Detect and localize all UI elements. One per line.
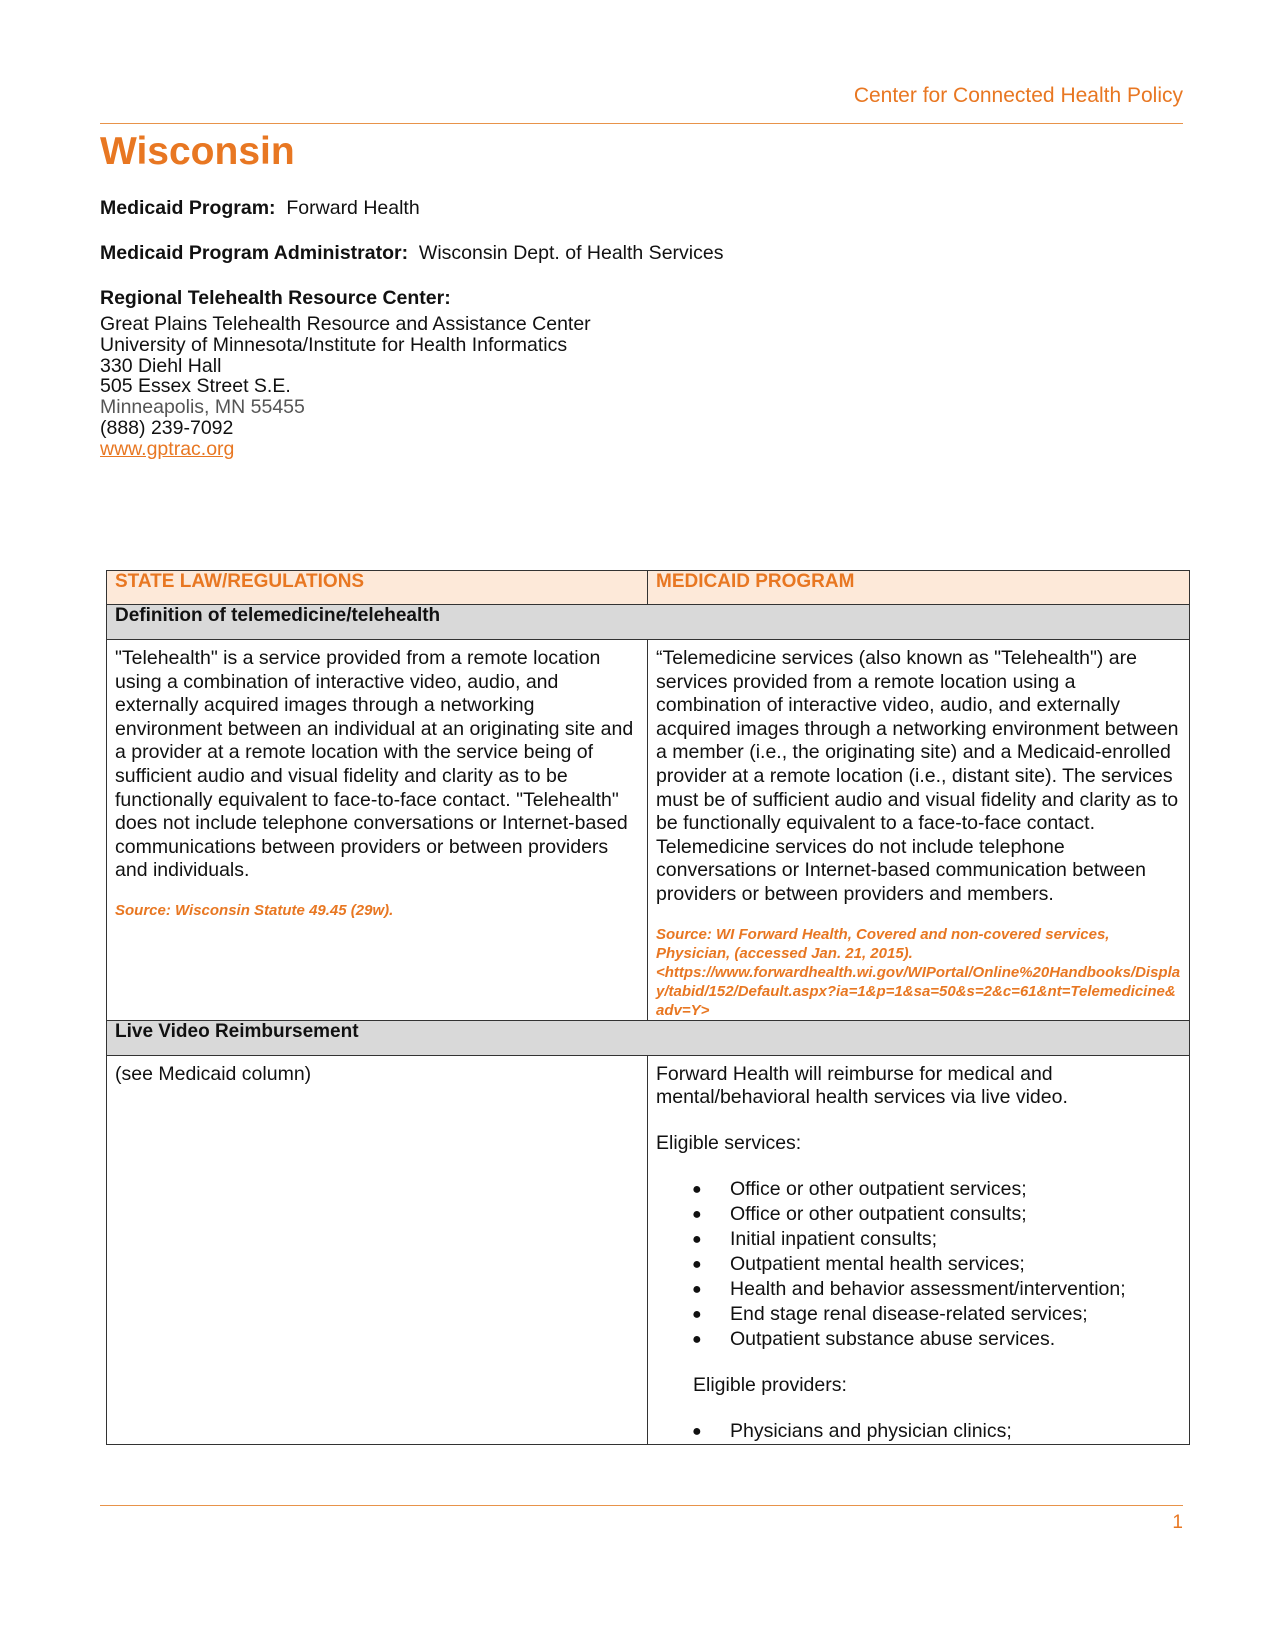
rtrc-website-link[interactable]: www.gptrac.org [100, 437, 235, 460]
rtrc-institution: University of Minnesota/Institute for Health Informatics [100, 333, 568, 356]
footer-divider [100, 1505, 1183, 1506]
bullet-icon: ● [692, 1230, 702, 1248]
bullet-icon: ● [692, 1305, 702, 1323]
list-item: ● Health and behavior assessment/intervention; [692, 1277, 1126, 1300]
medicaid-source [656, 925, 1181, 1020]
state-law-cell [107, 1055, 648, 1444]
table-header-row [107, 571, 1190, 605]
page-number: 1 [1172, 1512, 1183, 1533]
eligible-providers-list [656, 1419, 1181, 1444]
medicaid-program-line [100, 197, 420, 220]
bullet-icon: ● [692, 1330, 702, 1348]
page-header-org-name: Center for Connected Health Policy [853, 84, 1183, 107]
list-item: ● Office or other outpatient services; [692, 1177, 1027, 1200]
column-header-state-law: STATE LAW/REGULATIONS [107, 571, 648, 605]
eligible-services-list [656, 1177, 1181, 1352]
table-row [107, 640, 1190, 1021]
rtrc-label: Regional Telehealth Resource Center: [100, 287, 451, 309]
medicaid-definition-text: “Telemedicine services (also known as "Telehealth") are services provided from a remote location using a combination of interactive video, audio, and externally acquired images through a networking environment between a member (i.e., the originating site) and a Medicaid-enrolled provider at a remote location (i.e., distant site). The services must be of sufficient audio and visual fidelity and clarity as to be functionally equivalent to a face-to-face contact. Telemedicine services do not include telephone conversations or Internet-based communication between providers or between providers and members. [656, 647, 1179, 905]
section-header-row [107, 1020, 1190, 1055]
medicaid-live-video-intro: Forward Health will reimburse for medical and mental/behavioral health services via live video. [656, 1062, 1068, 1109]
state-law-definition-text: "Telehealth" is a service provided from a remote location using a combination of interactive video, audio, and externally acquired images through a networking environment between an individual at an originating site and a provider at a remote location with the service being of sufficient audio and visual fidelity and clarity as to be functionally equivalent to face-to-face contact. "Telehealth" does not include telephone conversations or Internet-based communications between providers or between providers and individuals. [115, 647, 634, 882]
state-law-live-video-text: (see Medicaid column) [115, 1062, 312, 1085]
list-item: ● Outpatient substance abuse services. [692, 1327, 1056, 1350]
medicaid-cell [648, 1055, 1190, 1444]
rtrc-street: 505 Essex Street S.E. [100, 375, 291, 398]
bullet-icon: ● [692, 1255, 702, 1273]
eligible-services-label: Eligible services: [656, 1131, 802, 1154]
medicaid-source-url[interactable]: <https://www.forwardhealth.wi.gov/WIPortal/Online%20Handbooks/Display/tabid/152/Default.aspx?ia=1&p=1&sa=50&s=2&c=61&nt=Telemedicine&adv=Y> [656, 963, 1181, 1019]
medicaid-admin-label: Medicaid Program Administrator: [100, 242, 409, 264]
page-title: Wisconsin [100, 130, 295, 173]
medicaid-admin-value: Wisconsin Dept. of Health Services [418, 242, 724, 264]
rtrc-city: Minneapolis, MN 55455 [100, 396, 305, 419]
header-divider [100, 123, 1183, 124]
rtrc-name: Great Plains Telehealth Resource and Assistance Center [100, 313, 591, 335]
list-item: ● Physicians and physician clinics; [692, 1419, 1012, 1442]
medicaid-source-citation: Source: WI Forward Health, Covered and non-covered services, Physician, (accessed Jan. 21, 2015). [656, 925, 1110, 962]
column-header-medicaid: MEDICAID PROGRAM [648, 571, 1190, 605]
list-item: ● Initial inpatient consults; [692, 1227, 938, 1250]
state-law-source: Source: Wisconsin Statute 49.45 (29w). [115, 901, 394, 919]
medicaid-cell [648, 640, 1190, 1021]
section-title-definition: Definition of telemedicine/telehealth [107, 605, 1190, 640]
section-header-row [107, 605, 1190, 640]
policy-table [106, 570, 1190, 1445]
bullet-icon: ● [692, 1180, 702, 1198]
list-item: ● Office or other outpatient consults; [692, 1202, 1027, 1225]
bullet-icon: ● [692, 1422, 702, 1440]
rtrc-phone: (888) 239-7092 [100, 416, 234, 439]
eligible-providers-label: Eligible providers: [693, 1373, 847, 1396]
bullet-icon: ● [692, 1280, 702, 1298]
rtrc-building: 330 Diehl Hall [100, 354, 222, 377]
bullet-icon: ● [692, 1205, 702, 1223]
list-item: ● End stage renal disease-related services; [692, 1302, 1088, 1325]
state-law-cell [107, 640, 648, 1021]
medicaid-program-value: Forward Health [286, 197, 420, 219]
medicaid-program-label: Medicaid Program: [100, 197, 276, 219]
list-item: ● Outpatient mental health services; [692, 1252, 1025, 1275]
section-title-live-video: Live Video Reimbursement [107, 1020, 1190, 1055]
medicaid-admin-line [100, 242, 723, 265]
table-row [107, 1055, 1190, 1444]
rtrc-address-block [100, 314, 591, 460]
